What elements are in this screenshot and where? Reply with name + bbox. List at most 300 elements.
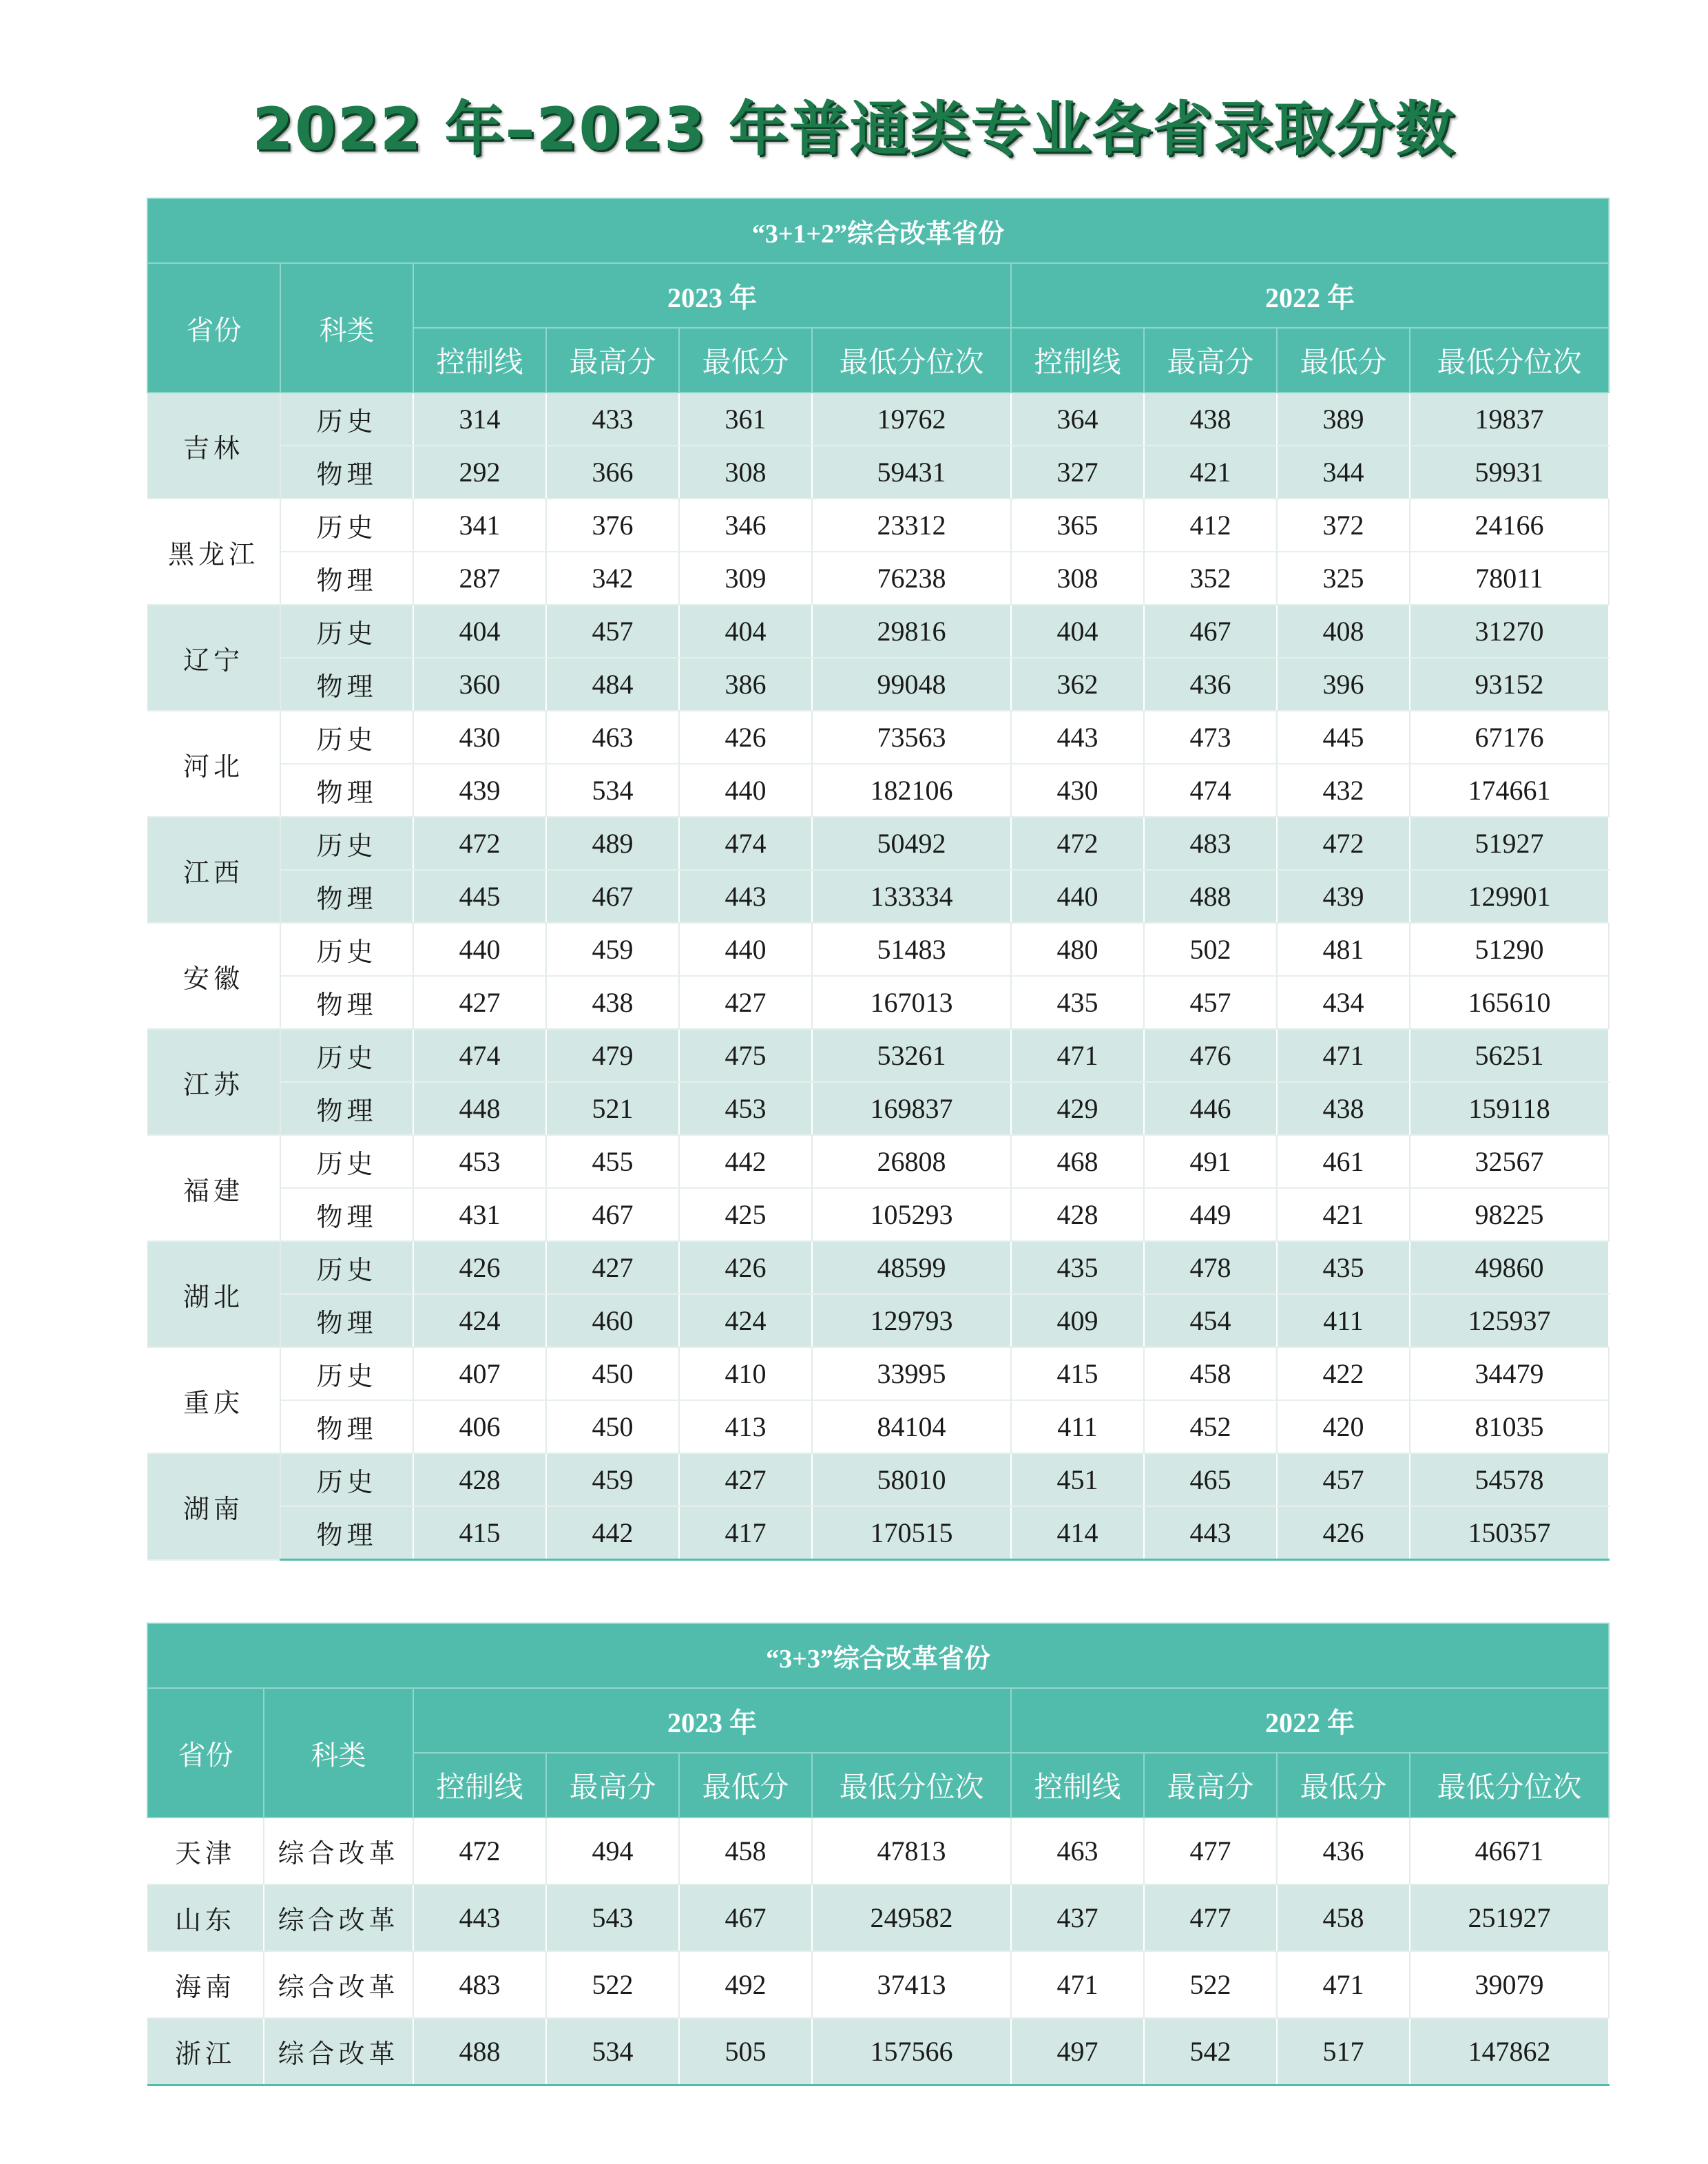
score-cell: 342: [546, 552, 679, 605]
score-cell: 435: [1011, 1241, 1144, 1294]
header-year-2023: 2023 年: [413, 263, 1011, 328]
subject-cell: 历史: [280, 1347, 413, 1400]
score-cell: 442: [679, 1135, 812, 1188]
score-cell: 457: [1277, 1453, 1410, 1506]
score-cell: 440: [413, 923, 546, 976]
score-cell: 46671: [1410, 1818, 1609, 1884]
score-cell: 471: [1011, 1029, 1144, 1082]
table-caption: “3+1+2”综合改革省份: [147, 198, 1609, 263]
score-cell: 292: [413, 446, 546, 499]
table-body: [147, 393, 1609, 1560]
score-cell: 26808: [812, 1135, 1011, 1188]
score-cell: 467: [1144, 605, 1277, 658]
score-cell: 58010: [812, 1453, 1011, 1506]
header-province: 省份: [147, 1688, 264, 1818]
score-cell: 474: [679, 817, 812, 870]
header-column: 最低分位次: [1410, 1753, 1609, 1818]
table-row: [147, 1241, 1609, 1294]
score-cell: 477: [1144, 1818, 1277, 1884]
header-column: 最低分: [1277, 328, 1410, 393]
score-cell: 78011: [1410, 552, 1609, 605]
score-cell: 344: [1277, 446, 1410, 499]
score-cell: 81035: [1410, 1400, 1609, 1453]
subject-cell: 历史: [280, 1453, 413, 1506]
score-cell: 59431: [812, 446, 1011, 499]
score-cell: 287: [413, 552, 546, 605]
score-cell: 435: [1277, 1241, 1410, 1294]
table-row: [147, 658, 1609, 711]
score-cell: 468: [1011, 1135, 1144, 1188]
table-row: [147, 2018, 1609, 2085]
score-cell: 23312: [812, 499, 1011, 552]
score-cell: 50492: [812, 817, 1011, 870]
score-cell: 93152: [1410, 658, 1609, 711]
score-cell: 48599: [812, 1241, 1011, 1294]
score-cell: 169837: [812, 1082, 1011, 1135]
score-cell: 472: [1277, 817, 1410, 870]
score-cell: 452: [1144, 1400, 1277, 1453]
score-cell: 182106: [812, 764, 1011, 817]
score-cell: 105293: [812, 1188, 1011, 1241]
score-cell: 167013: [812, 976, 1011, 1029]
score-cell: 439: [1277, 870, 1410, 923]
score-cell: 362: [1011, 658, 1144, 711]
subject-cell: 综合改革: [264, 1951, 413, 2018]
score-cell: 522: [1144, 1951, 1277, 2018]
table-row: [147, 1951, 1609, 2018]
score-cell: 352: [1144, 552, 1277, 605]
table-row: [147, 1506, 1609, 1560]
score-cell: 308: [679, 446, 812, 499]
score-cell: 386: [679, 658, 812, 711]
score-cell: 415: [1011, 1347, 1144, 1400]
score-cell: 325: [1277, 552, 1410, 605]
score-cell: 489: [546, 817, 679, 870]
table-row: [147, 605, 1609, 658]
score-cell: 483: [413, 1951, 546, 2018]
header-column: 最高分: [546, 1753, 679, 1818]
score-cell: 440: [679, 923, 812, 976]
subject-cell: 综合改革: [264, 1818, 413, 1884]
subject-cell: 物理: [280, 1188, 413, 1241]
score-cell: 450: [546, 1400, 679, 1453]
score-cell: 125937: [1410, 1294, 1609, 1347]
score-cell: 484: [546, 658, 679, 711]
score-cell: 59931: [1410, 446, 1609, 499]
subject-cell: 物理: [280, 976, 413, 1029]
score-cell: 249582: [812, 1884, 1011, 1951]
score-cell: 483: [1144, 817, 1277, 870]
header-year-2023: 2023 年: [413, 1688, 1011, 1753]
score-cell: 480: [1011, 923, 1144, 976]
score-cell: 457: [1144, 976, 1277, 1029]
score-cell: 457: [546, 605, 679, 658]
subject-cell: 历史: [280, 1241, 413, 1294]
score-cell: 435: [1011, 976, 1144, 1029]
score-cell: 443: [1011, 711, 1144, 764]
score-cell: 49860: [1410, 1241, 1609, 1294]
table-row: [147, 764, 1609, 817]
score-cell: 505: [679, 2018, 812, 2085]
score-cell: 434: [1277, 976, 1410, 1029]
score-cell: 472: [413, 817, 546, 870]
score-cell: 174661: [1410, 764, 1609, 817]
score-cell: 440: [679, 764, 812, 817]
score-cell: 133334: [812, 870, 1011, 923]
province-cell: 湖南: [147, 1453, 280, 1560]
table-caption: “3+3”综合改革省份: [147, 1623, 1609, 1688]
score-cell: 436: [1144, 658, 1277, 711]
score-cell: 431: [413, 1188, 546, 1241]
header-column: 最低分位次: [1410, 328, 1609, 393]
score-cell: 29816: [812, 605, 1011, 658]
subject-cell: 物理: [280, 1082, 413, 1135]
score-cell: 366: [546, 446, 679, 499]
score-cell: 436: [1277, 1818, 1410, 1884]
province-cell: 安徽: [147, 923, 280, 1029]
score-cell: 165610: [1410, 976, 1609, 1029]
header-column: 最低分: [679, 1753, 812, 1818]
score-cell: 467: [546, 1188, 679, 1241]
score-cell: 360: [413, 658, 546, 711]
header-column: 最低分位次: [812, 1753, 1011, 1818]
table-row: [147, 446, 1609, 499]
score-cell: 517: [1277, 2018, 1410, 2085]
header-subject: 科类: [280, 263, 413, 393]
score-cell: 414: [1011, 1506, 1144, 1560]
table-row: [147, 817, 1609, 870]
score-cell: 407: [413, 1347, 546, 1400]
score-cell: 31270: [1410, 605, 1609, 658]
score-cell: 459: [546, 923, 679, 976]
score-cell: 437: [1011, 1884, 1144, 1951]
score-cell: 455: [546, 1135, 679, 1188]
header-year-2022: 2022 年: [1011, 1688, 1609, 1753]
score-cell: 411: [1011, 1400, 1144, 1453]
score-cell: 476: [1144, 1029, 1277, 1082]
subject-cell: 历史: [280, 605, 413, 658]
score-cell: 534: [546, 764, 679, 817]
score-cell: 421: [1144, 446, 1277, 499]
score-cell: 426: [1277, 1506, 1410, 1560]
score-cell: 421: [1277, 1188, 1410, 1241]
score-cell: 389: [1277, 393, 1410, 446]
score-cell: 450: [546, 1347, 679, 1400]
header-column: 最高分: [546, 328, 679, 393]
score-cell: 443: [413, 1884, 546, 1951]
score-cell: 404: [413, 605, 546, 658]
score-cell: 467: [679, 1884, 812, 1951]
score-cell: 471: [1277, 1029, 1410, 1082]
score-cell: 406: [413, 1400, 546, 1453]
score-cell: 51290: [1410, 923, 1609, 976]
header-column: 最高分: [1144, 1753, 1277, 1818]
score-cell: 521: [546, 1082, 679, 1135]
subject-cell: 物理: [280, 870, 413, 923]
score-cell: 251927: [1410, 1884, 1609, 1951]
table-row: [147, 870, 1609, 923]
score-cell: 372: [1277, 499, 1410, 552]
score-cell: 442: [546, 1506, 679, 1560]
score-cell: 56251: [1410, 1029, 1609, 1082]
score-cell: 492: [679, 1951, 812, 2018]
score-cell: 54578: [1410, 1453, 1609, 1506]
header-subject: 科类: [264, 1688, 413, 1818]
score-cell: 463: [1011, 1818, 1144, 1884]
score-cell: 420: [1277, 1400, 1410, 1453]
table-row: [147, 1453, 1609, 1506]
admission-table-3-1-2: [147, 198, 1610, 1561]
subject-cell: 历史: [280, 499, 413, 552]
table-row: [147, 1884, 1609, 1951]
score-cell: 471: [1277, 1951, 1410, 2018]
score-cell: 422: [1277, 1347, 1410, 1400]
score-cell: 445: [413, 870, 546, 923]
score-cell: 327: [1011, 446, 1144, 499]
score-cell: 430: [413, 711, 546, 764]
score-cell: 426: [413, 1241, 546, 1294]
score-cell: 522: [546, 1951, 679, 2018]
score-cell: 497: [1011, 2018, 1144, 2085]
score-cell: 411: [1277, 1294, 1410, 1347]
score-cell: 424: [413, 1294, 546, 1347]
score-cell: 39079: [1410, 1951, 1609, 2018]
score-cell: 157566: [812, 2018, 1011, 2085]
score-cell: 494: [546, 1818, 679, 1884]
score-cell: 412: [1144, 499, 1277, 552]
score-cell: 427: [413, 976, 546, 1029]
score-cell: 478: [1144, 1241, 1277, 1294]
score-cell: 491: [1144, 1135, 1277, 1188]
subject-cell: 物理: [280, 446, 413, 499]
province-cell: 辽宁: [147, 605, 280, 711]
score-cell: 475: [679, 1029, 812, 1082]
score-cell: 67176: [1410, 711, 1609, 764]
score-cell: 341: [413, 499, 546, 552]
score-cell: 37413: [812, 1951, 1011, 2018]
table-row: [147, 1294, 1609, 1347]
score-cell: 467: [546, 870, 679, 923]
province-cell: 吉林: [147, 393, 280, 499]
score-cell: 346: [679, 499, 812, 552]
header-column: 最低分位次: [812, 328, 1011, 393]
score-cell: 309: [679, 552, 812, 605]
score-cell: 430: [1011, 764, 1144, 817]
header-column: 控制线: [1011, 328, 1144, 393]
score-cell: 479: [546, 1029, 679, 1082]
score-cell: 543: [546, 1884, 679, 1951]
score-cell: 427: [679, 976, 812, 1029]
score-cell: 413: [679, 1400, 812, 1453]
score-cell: 472: [1011, 817, 1144, 870]
score-cell: 463: [546, 711, 679, 764]
table-row: [147, 552, 1609, 605]
score-cell: 396: [1277, 658, 1410, 711]
admission-table-3-3: [147, 1623, 1610, 2086]
score-cell: 361: [679, 393, 812, 446]
score-cell: 449: [1144, 1188, 1277, 1241]
subject-cell: 历史: [280, 923, 413, 976]
header-year-2022: 2022 年: [1011, 263, 1609, 328]
score-cell: 19837: [1410, 393, 1609, 446]
score-cell: 461: [1277, 1135, 1410, 1188]
table-row: [147, 1135, 1609, 1188]
header-column: 最低分: [679, 328, 812, 393]
score-cell: 471: [1011, 1951, 1144, 2018]
score-cell: 34479: [1410, 1347, 1609, 1400]
province-cell: 浙江: [147, 2018, 264, 2085]
subject-cell: 历史: [280, 1135, 413, 1188]
score-cell: 129901: [1410, 870, 1609, 923]
header-column: 最低分: [1277, 1753, 1410, 1818]
province-cell: 河北: [147, 711, 280, 817]
header-province: 省份: [147, 263, 280, 393]
score-cell: 308: [1011, 552, 1144, 605]
score-cell: 458: [1277, 1884, 1410, 1951]
table-row: [147, 1818, 1609, 1884]
score-cell: 84104: [812, 1400, 1011, 1453]
province-cell: 江苏: [147, 1029, 280, 1135]
subject-cell: 物理: [280, 764, 413, 817]
subject-cell: 综合改革: [264, 1884, 413, 1951]
score-cell: 473: [1144, 711, 1277, 764]
score-cell: 428: [413, 1453, 546, 1506]
score-cell: 404: [679, 605, 812, 658]
score-cell: 454: [1144, 1294, 1277, 1347]
score-cell: 443: [1144, 1506, 1277, 1560]
score-cell: 170515: [812, 1506, 1011, 1560]
score-cell: 488: [1144, 870, 1277, 923]
table-row: [147, 393, 1609, 446]
subject-cell: 历史: [280, 1029, 413, 1082]
score-cell: 502: [1144, 923, 1277, 976]
score-cell: 448: [413, 1082, 546, 1135]
score-cell: 98225: [1410, 1188, 1609, 1241]
province-cell: 福建: [147, 1135, 280, 1241]
table-body: [147, 1818, 1609, 2085]
score-cell: 415: [413, 1506, 546, 1560]
subject-cell: 物理: [280, 658, 413, 711]
province-cell: 天津: [147, 1818, 264, 1884]
score-cell: 365: [1011, 499, 1144, 552]
score-cell: 150357: [1410, 1506, 1609, 1560]
header-column: 控制线: [1011, 1753, 1144, 1818]
score-cell: 425: [679, 1188, 812, 1241]
score-cell: 51483: [812, 923, 1011, 976]
score-cell: 488: [413, 2018, 546, 2085]
score-cell: 443: [679, 870, 812, 923]
score-cell: 51927: [1410, 817, 1609, 870]
score-cell: 364: [1011, 393, 1144, 446]
score-cell: 458: [1144, 1347, 1277, 1400]
score-cell: 129793: [812, 1294, 1011, 1347]
score-cell: 33995: [812, 1347, 1011, 1400]
province-cell: 黑龙江: [147, 499, 280, 605]
score-cell: 459: [546, 1453, 679, 1506]
header-column: 控制线: [413, 1753, 546, 1818]
score-cell: 73563: [812, 711, 1011, 764]
table-row: [147, 1029, 1609, 1082]
score-cell: 99048: [812, 658, 1011, 711]
province-cell: 山东: [147, 1884, 264, 1951]
score-cell: 477: [1144, 1884, 1277, 1951]
subject-cell: 历史: [280, 711, 413, 764]
score-cell: 47813: [812, 1818, 1011, 1884]
score-cell: 472: [413, 1818, 546, 1884]
score-cell: 474: [413, 1029, 546, 1082]
score-cell: 24166: [1410, 499, 1609, 552]
score-cell: 428: [1011, 1188, 1144, 1241]
score-cell: 19762: [812, 393, 1011, 446]
score-cell: 53261: [812, 1029, 1011, 1082]
score-cell: 453: [413, 1135, 546, 1188]
score-cell: 432: [1277, 764, 1410, 817]
table-row: [147, 1400, 1609, 1453]
subject-cell: 历史: [280, 393, 413, 446]
score-cell: 445: [1277, 711, 1410, 764]
score-cell: 474: [1144, 764, 1277, 817]
score-cell: 453: [679, 1082, 812, 1135]
subject-cell: 物理: [280, 1506, 413, 1560]
score-cell: 408: [1277, 605, 1410, 658]
score-cell: 409: [1011, 1294, 1144, 1347]
score-cell: 534: [546, 2018, 679, 2085]
subject-cell: 物理: [280, 552, 413, 605]
score-cell: 438: [1277, 1082, 1410, 1135]
score-cell: 404: [1011, 605, 1144, 658]
score-cell: 451: [1011, 1453, 1144, 1506]
province-cell: 江西: [147, 817, 280, 923]
score-cell: 439: [413, 764, 546, 817]
score-cell: 159118: [1410, 1082, 1609, 1135]
score-cell: 76238: [812, 552, 1011, 605]
score-cell: 32567: [1410, 1135, 1609, 1188]
table-row: [147, 1347, 1609, 1400]
header-column: 最高分: [1144, 328, 1277, 393]
score-cell: 458: [679, 1818, 812, 1884]
table-row: [147, 499, 1609, 552]
score-cell: 427: [679, 1453, 812, 1506]
score-cell: 424: [679, 1294, 812, 1347]
score-cell: 446: [1144, 1082, 1277, 1135]
score-cell: 542: [1144, 2018, 1277, 2085]
province-cell: 湖北: [147, 1241, 280, 1347]
province-cell: 海南: [147, 1951, 264, 2018]
score-cell: 314: [413, 393, 546, 446]
subject-cell: 综合改革: [264, 2018, 413, 2085]
header-column: 控制线: [413, 328, 546, 393]
score-cell: 429: [1011, 1082, 1144, 1135]
score-cell: 438: [1144, 393, 1277, 446]
table-row: [147, 1188, 1609, 1241]
table-row: [147, 1082, 1609, 1135]
score-cell: 460: [546, 1294, 679, 1347]
table-row: [147, 711, 1609, 764]
score-cell: 426: [679, 711, 812, 764]
score-cell: 376: [546, 499, 679, 552]
subject-cell: 物理: [280, 1400, 413, 1453]
score-cell: 410: [679, 1347, 812, 1400]
score-cell: 417: [679, 1506, 812, 1560]
table-row: [147, 923, 1609, 976]
page-title: 2022 年–2023 年普通类专业各省录取分数: [252, 95, 1456, 164]
subject-cell: 物理: [280, 1294, 413, 1347]
score-cell: 440: [1011, 870, 1144, 923]
subject-cell: 历史: [280, 817, 413, 870]
score-cell: 438: [546, 976, 679, 1029]
score-cell: 147862: [1410, 2018, 1609, 2085]
score-cell: 465: [1144, 1453, 1277, 1506]
